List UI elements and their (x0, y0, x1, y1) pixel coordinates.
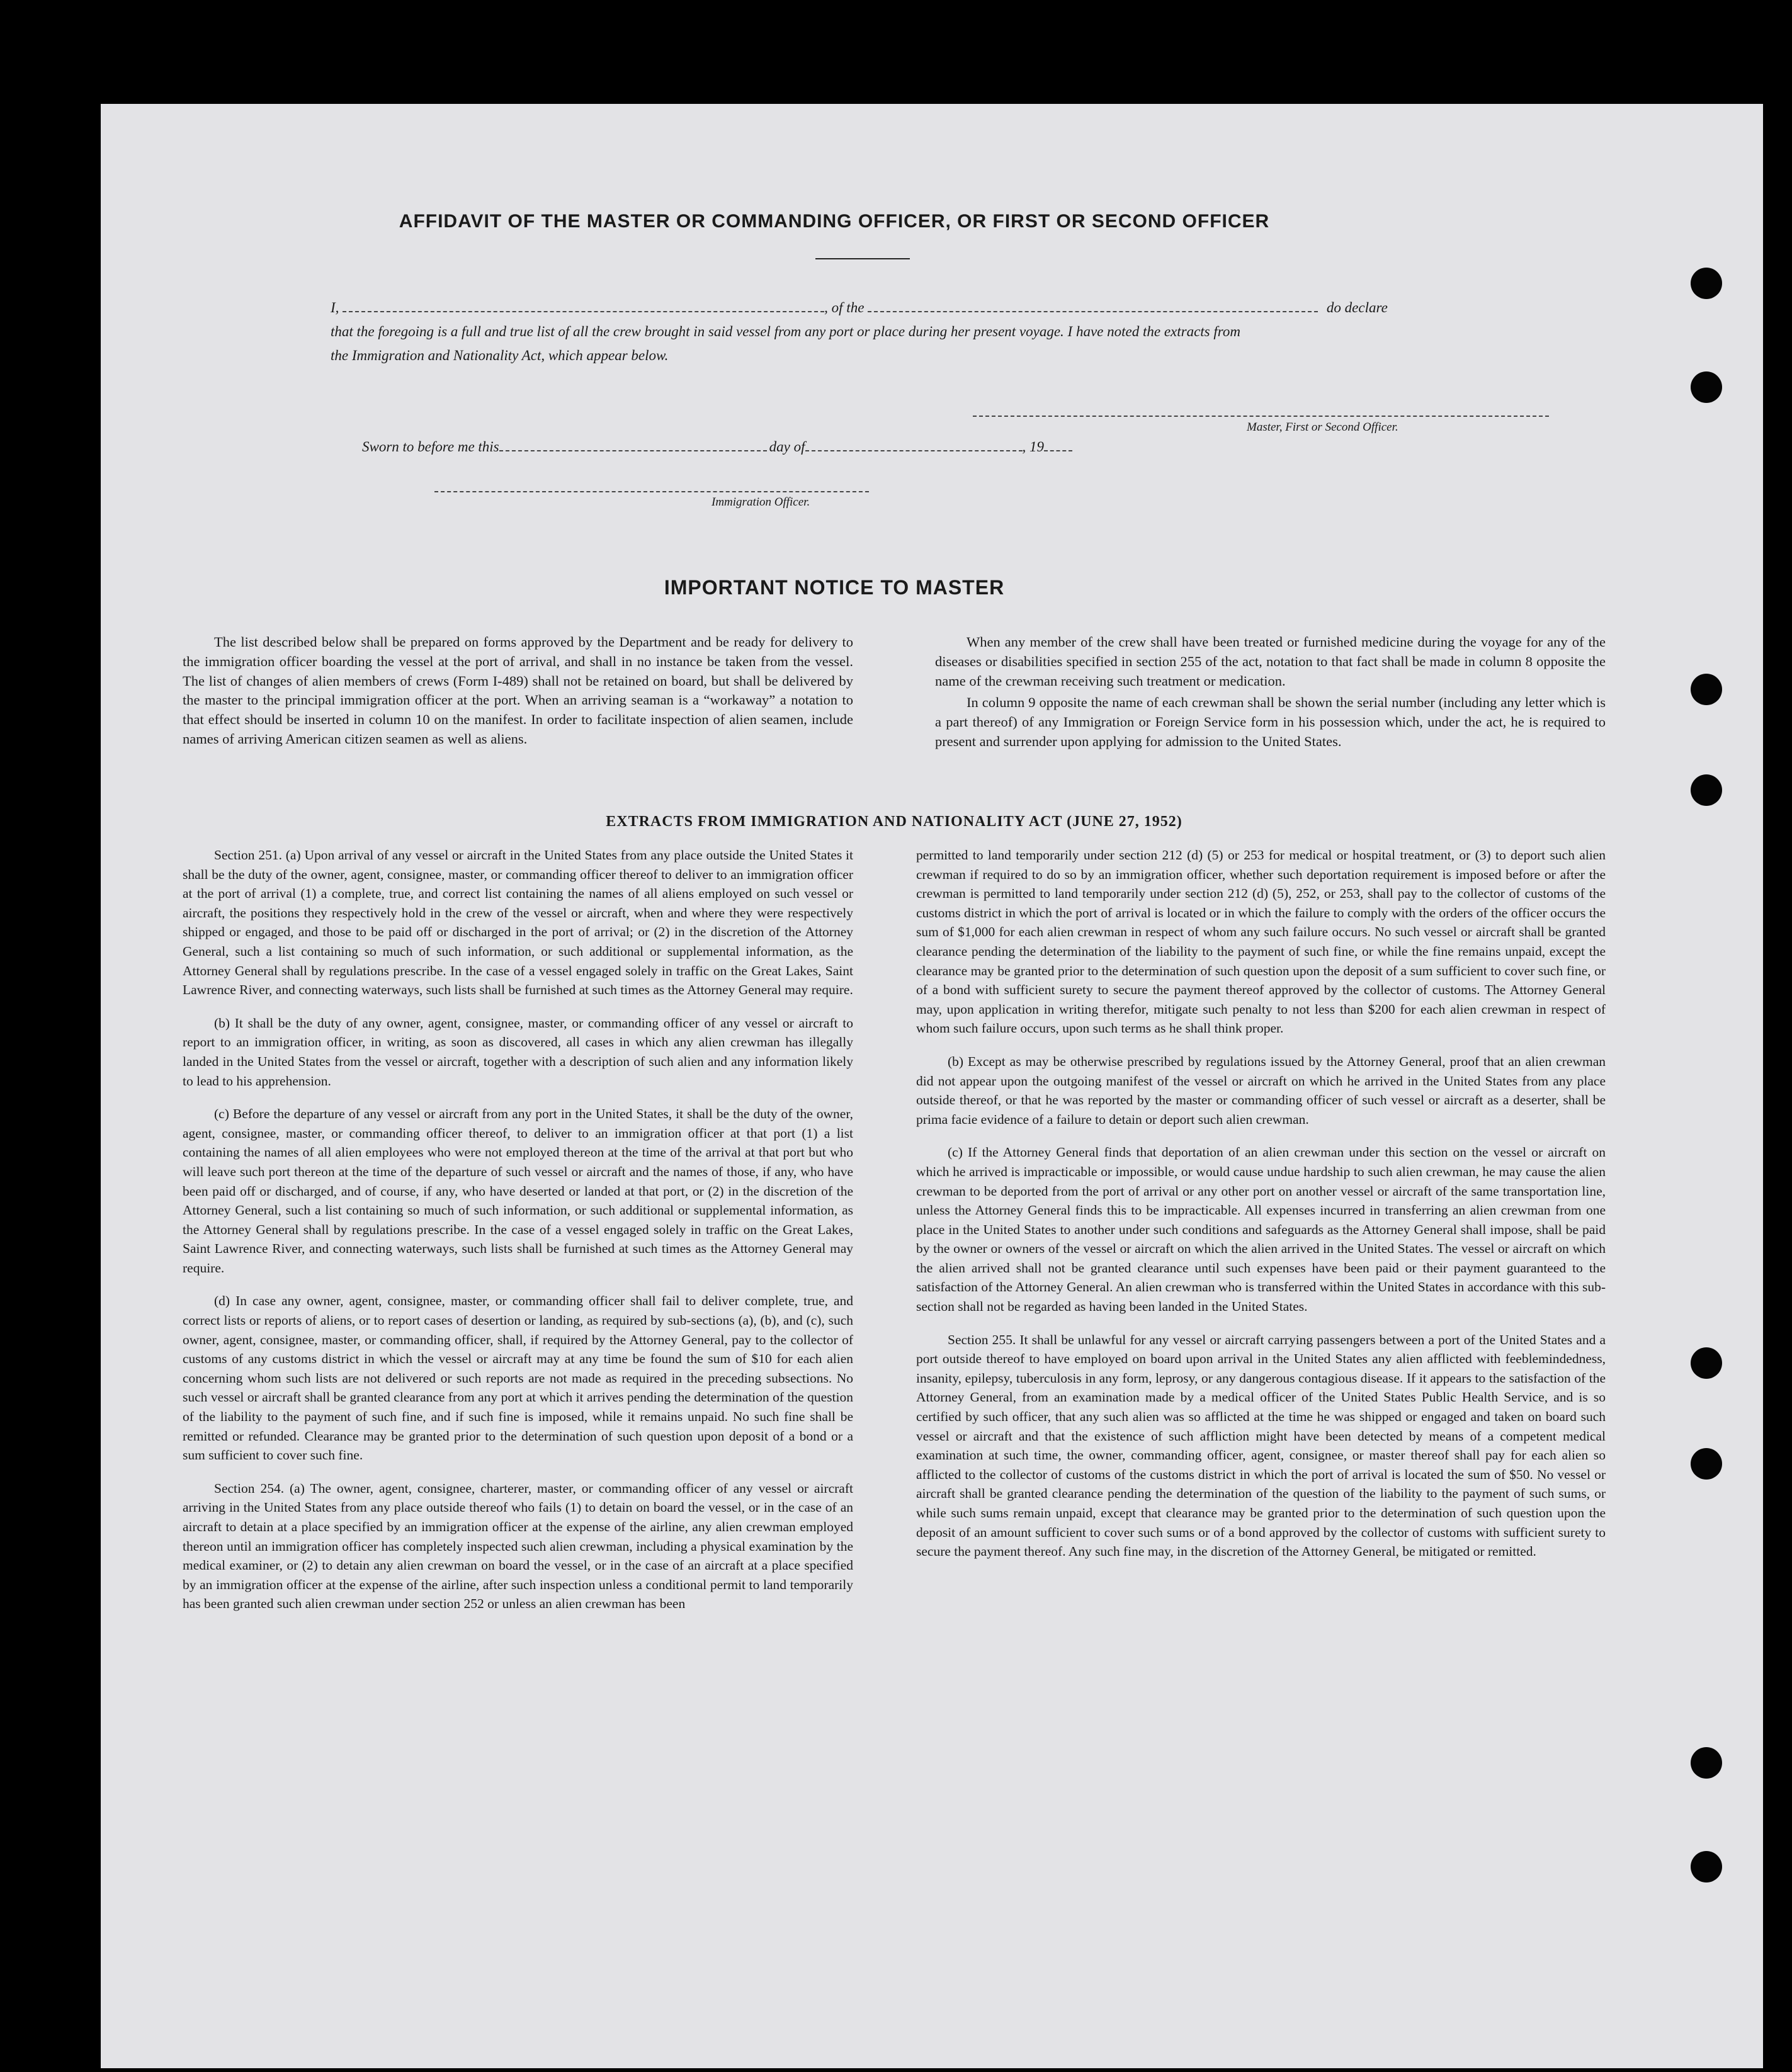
extracts-title: EXTRACTS FROM IMMIGRATION AND NATIONALITY ACT (JUNE 27, 1952) (606, 813, 1182, 830)
statement-line1: that the foregoing is a full and true list of all the crew brought in said vessel from any port or place during her present voyage. I have noted the extracts from (331, 324, 1240, 339)
section-251c: (c) Before the departure of any vessel or aircraft from any port in the United States, it shall be the duty of the owner, agent, consignee, master, or commanding officer thereof, to deliver to an immigration officer at that port (1) a list containing the names of all alien employees who were not employed thereon at the time of the arrival at that port but who will leave such port thereon at the time of the departure of such vessel or aircraft and the names of those, if any, who have been paid off or discharged, and of course, if any, who have deserted or landed at that port, or (2) in the discretion of the Attorney General, such a list containing so much of such information, or such additional or supplemental information, as the Attorney General shall by regulations prescribe. In the case of a vessel engaged solely in traffic on the Great Lakes, Saint Lawrence River, and connecting waterways, such lists shall be furnished at such times as the Attorney General may require. (183, 1106, 853, 1276)
notice-left-column (183, 633, 853, 761)
notice-paragraph: When any member of the crew shall have been treated or furnished medicine during the voyage for any of the diseases or disabilities specified in section 255 of the act, notation to that fact shall be made in column 8 opposite the name of the crewman receiving such treatment or medication. (935, 634, 1606, 689)
officer-signature-line[interactable] (434, 491, 869, 492)
punch-hole (1691, 1347, 1722, 1379)
year-label: , 19 (1022, 439, 1044, 455)
notice-paragraph: The list described below shall be prepared on forms approved by the Department and be ready for delivery to the immigration officer boarding the vessel at the port of arrival, and shall in no instance be taken from the vessel. The list of changes of alien members of crews (Form I-489) shall not be retained on board, but shall be delivered by the master to the principal immigration officer at the port. When an arriving seaman is a “workaway” a notation to that effect should be inserted in column 10 on the manifest. In order to facilitate inspection of alien seamen, include names of arriving American citizen seamen as well as aliens. (183, 634, 853, 747)
statement-line2: the Immigration and Nationality Act, which appear below. (331, 348, 669, 363)
punch-hole (1691, 371, 1722, 403)
day-label: day of (769, 439, 805, 455)
punch-hole (1691, 1448, 1722, 1480)
of-the-label: , of the (824, 300, 865, 315)
date-field[interactable] (499, 436, 767, 451)
officer-label: Immigration Officer. (712, 495, 810, 509)
sworn-label: Sworn to before me this (362, 439, 499, 455)
master-signature-line[interactable] (973, 416, 1549, 417)
punch-hole (1691, 774, 1722, 806)
notice-right-column (935, 633, 1606, 763)
sworn-line (362, 436, 1072, 455)
section-254c: (c) If the Attorney General finds that deportation of an alien crewman under this section on the vessel or aircraft on which he arrived is impracticable or impossible, or would cause undue hardship to such alien crewman, he may cause the alien crewman to be deported from the port of arrival or any other port on another vessel or aircraft of the same transportation line, unless the Attorney General finds this to be impracticable. All expenses incurred in transferring an alien crewman from one place in the United States to another under such conditions and safeguards as the Attorney General shall impose, shall be paid by the owner or owners of the vessel or aircraft on which the alien arrived in the United States. The vessel or aircraft on which the alien arrived shall not be granted clearance until such expenses have been paid or their payment guaranteed to the satisfaction of the Attorney General. An alien crewman who is transferred within the United States in accordance with this sub-section shall not be regarded as having been landed in the United States. (916, 1145, 1606, 1315)
declaration-line (331, 296, 1571, 320)
vessel-field[interactable] (868, 297, 1318, 312)
punch-hole (1691, 1747, 1722, 1779)
punch-hole (1691, 1851, 1722, 1882)
document-page (101, 104, 1763, 2068)
master-label: Master, First or Second Officer. (1247, 421, 1398, 434)
year-field[interactable] (1044, 436, 1072, 451)
extracts-left-column (183, 846, 853, 1628)
section-254a-continued: permitted to land temporarily under section 212 (d) (5) or 253 for medical or hospital treatment, or (3) to deport such alien crewman if required to do so by an immigration officer, whether such deportation requirement is imposed before or after the crewman is permitted to land temporarily under section 212 (d) (5), 252, or 253, shall pay to the collector of customs of the customs district in which the port of arrival is located or in which the failure to comply with the orders of the officer occurs the sum of $1,000 for each alien crewman in respect of whom any such failure occurs. No such vessel or aircraft shall be granted clearance pending the determination of the liability to the payment of such fine, or while the fine remains unpaid, except the clearance may be granted prior to the determination of such question upon the deposit of a sum sufficient to cover such fine, or of a bond with sufficient surety to secure the payment thereof approved by the collector of customs. The Attorney General may, upon application in writing therefor, mitigate such penalty to not less than $200 for each alien crewman in respect of whom such failure occurs, upon such terms as he shall think proper. (916, 847, 1606, 1036)
extracts-right-column (916, 846, 1606, 1575)
do-declare-label: do declare (1326, 300, 1388, 315)
section-251b: (b) It shall be the duty of any owner, agent, consignee, master, or commanding officer of any vessel or aircraft to report to an immigration officer, in writing, as soon as discovered, all cases in which any alien crewman has illegally landed in the United States from the vessel or aircraft, together with a description of such alien and any information likely to lead to his apprehension. (183, 1015, 853, 1089)
notice-title: IMPORTANT NOTICE TO MASTER (664, 576, 1005, 599)
punch-hole (1691, 674, 1722, 705)
month-field[interactable] (805, 436, 1023, 451)
notice-paragraph: In column 9 opposite the name of each crewman shall be shown the serial number (including any letter which is a part thereof) of any Immigration or Foreign Service form in his possession which, under the act, he is required to present and surrender upon applying for admission to the United States. (935, 694, 1606, 749)
section-254b: (b) Except as may be otherwise prescribed by regulations issued by the Attorney General, proof that an alien crewman did not appear upon the outgoing manifest of the vessel or aircraft on which he arrived in the United States from any place outside thereof, or that he was reported by the master or commanding officer of such vessel or aircraft as a deserter, shall be prima facie evidence of a failure to detain or deport such alien crewman. (916, 1053, 1606, 1127)
section-255: Section 255. It shall be unlawful for any vessel or aircraft carrying passengers between a port of the United States and a port outside thereof to have employed on board upon arrival in the United States any alien afflicted with feeblemindedness, insanity, epilepsy, tuberculosis in any form, leprosy, or any dangerous contagious disease. If it appears to the satisfaction of the Attorney General, from an examination made by a medical officer of the United States Public Health Service, and is so certified by such officer, that any such alien was so afflicted at the time he was shipped or engaged and taken on board such vessel or aircraft and that the existence of such affliction might have been detected by means of a competent medical examination at such time, the owner, commanding officer, agent, consignee, or master thereof shall pay for each alien so afflicted to the collector of customs of the customs district in which the port of arrival is located the sum of $50. No vessel or aircraft shall be granted clearance pending the determination of the question of the liability to the payment of such sums, or while such sums remain unpaid, except that clearance may be granted prior to the determination of such question upon the deposit of an amount sufficient to cover such sums or of a bond approved by the collector of customs with sufficient surety to secure the payment thereof. Any such fine may, in the discretion of the Attorney General, be mitigated or remitted. (916, 1332, 1606, 1560)
title-rule (815, 258, 910, 259)
name-field[interactable] (343, 297, 824, 312)
punch-hole (1691, 268, 1722, 299)
i-label: I, (331, 300, 339, 315)
section-254a: Section 254. (a) The owner, agent, consignee, charterer, master, or commanding officer of any vessel or aircraft arriving in the United States from any place outside thereof who fails (1) to detain on board the vessel, or in the case of an aircraft to detain at a place specified by an immigration officer at the expense of the airline, any alien crewman employed thereon until an immigration officer has completely inspected such alien crewman, including a physical examination by the medical examiner, or (2) to detain any alien crewman on board the vessel, or in the case of an aircraft at a place specified by an immigration officer at the expense of the airline, after such inspection unless a conditional permit to land temporarily has been granted such alien crewman under section 252 or unless an alien crewman has been (183, 1480, 853, 1612)
declaration-block (331, 296, 1571, 368)
affidavit-title: AFFIDAVIT OF THE MASTER OR COMMANDING OFFICER, OR FIRST OR SECOND OFFICER (399, 211, 1270, 232)
section-251a: Section 251. (a) Upon arrival of any vessel or aircraft in the United States from any place outside the United States it shall be the duty of the owner, agent, consignee, master, or commanding officer thereof to deliver to an immigration officer at the port of arrival (1) a complete, true, and correct list containing the names of all aliens employed on such vessel or aircraft, the positions they respectively hold in the crew of the vessel or aircraft, when and where they were respectively shipped or engaged, and those to be paid off or discharged in the port of arrival; or (2) in the discretion of the Attorney General, such a list containing so much of such information, or such additional or supplemental information, as the Attorney General shall by regulations prescribe. In the case of a vessel engaged solely in traffic on the Great Lakes, Saint Lawrence River, and connecting waterways, such lists shall be furnished at such times as the Attorney General may require. (183, 847, 853, 998)
section-251d: (d) In case any owner, agent, consignee, master, or commanding officer shall fail to deliver complete, true, and correct lists or reports of aliens, or to report cases of desertion or landing, as required by sub-sections (a), (b), and (c), such owner, agent, consignee, master, or commanding officer, shall, if required by the Attorney General, pay to the collector of customs of any customs district in which the vessel or aircraft may at any time be found the sum of $10 for each alien concerning whom such lists are not delivered or such reports are not made as required in the preceding subsections. No such vessel or aircraft shall be granted clearance from any port at which it arrives pending the determination of the question of the liability to the payment of such fine, and if such fine is imposed, while it remains unpaid. No such fine shall be remitted or refunded. Clearance may be granted prior to the determination of such question upon deposit of a bond or a sum sufficient to cover such fine. (183, 1293, 853, 1463)
